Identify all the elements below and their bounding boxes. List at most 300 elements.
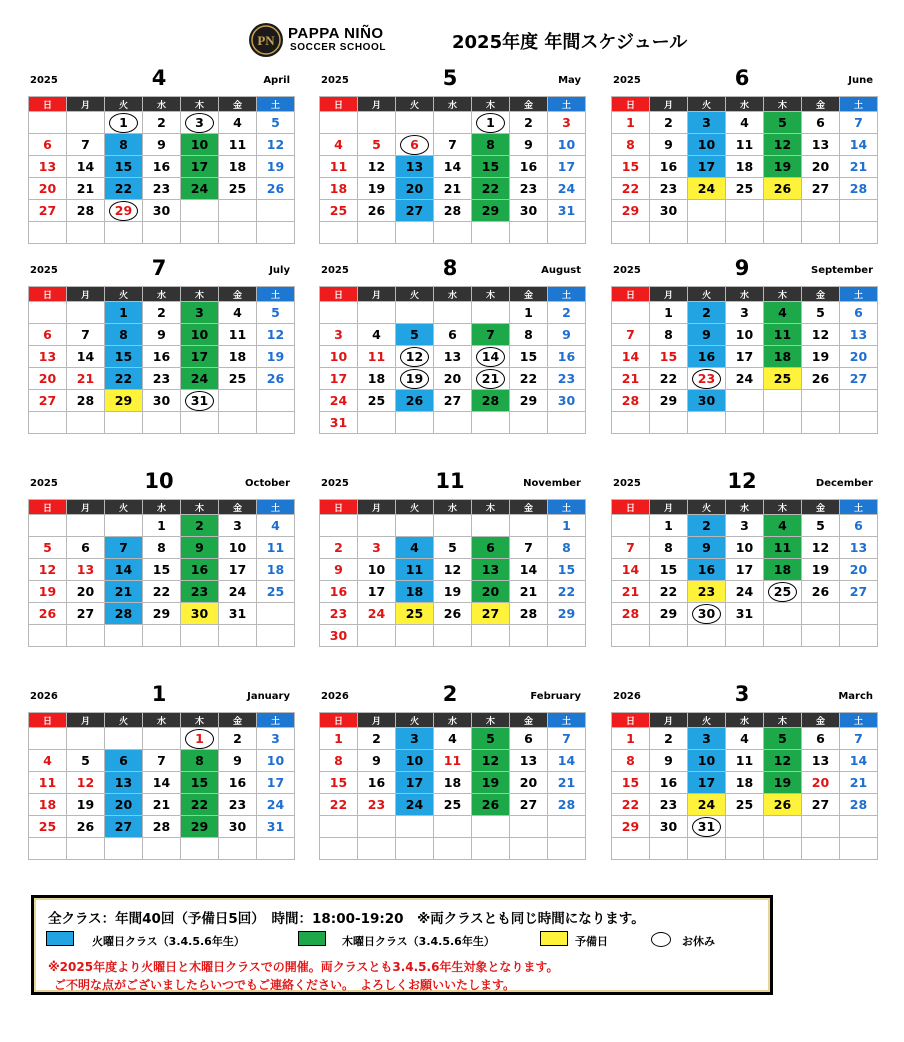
day-cell [726,581,764,603]
day-number: 27 [849,371,868,386]
day-number: 13 [849,327,868,342]
day-cell [358,537,396,559]
day-cell [726,794,764,816]
day-cell [257,559,295,581]
day-number: 4 [448,731,457,746]
day-number: 23 [697,371,716,386]
day-cell [358,794,396,816]
day-cell [802,134,840,156]
day-cell [105,537,143,559]
day-number: 29 [190,819,209,834]
day-number: 11 [735,137,754,152]
empty-cell [434,412,472,434]
month-year: 2025 [30,75,58,86]
day-number: 11 [405,562,424,577]
day-cell [688,368,726,390]
day-cell [472,750,510,772]
month-number: 1 [151,682,167,706]
empty-cell [181,625,219,647]
weekday-header: 日 [612,713,650,728]
day-number: 4 [233,115,242,130]
empty-cell [143,222,181,244]
day-number: 26 [76,819,95,834]
day-cell [510,603,548,625]
day-number: 28 [849,181,868,196]
day-number: 4 [778,518,787,533]
day-number: 11 [329,159,348,174]
day-cell [181,368,219,390]
day-cell [396,559,434,581]
empty-cell [358,112,396,134]
day-number: 25 [773,371,792,386]
month-name-en: January [247,691,290,702]
day-number: 26 [405,393,424,408]
day-cell [29,537,67,559]
month-grid [28,286,295,434]
day-off-label: お休み [682,935,715,948]
day-number: 30 [659,203,678,218]
empty-cell [688,412,726,434]
day-number: 18 [443,775,462,790]
day-number: 21 [621,584,640,599]
day-number: 13 [38,159,57,174]
day-number: 29 [114,393,133,408]
day-cell [396,178,434,200]
day-number: 7 [854,115,863,130]
day-number: 19 [266,159,285,174]
day-cell [650,816,688,838]
day-cell [688,559,726,581]
day-number: 30 [329,628,348,643]
day-cell [67,603,105,625]
day-number: 19 [38,584,57,599]
day-cell [67,750,105,772]
day-number: 11 [228,327,247,342]
day-number: 3 [195,305,204,320]
day-number: 24 [697,797,716,812]
weekday-header: 日 [29,97,67,112]
month-number: 11 [435,469,465,493]
day-cell [802,794,840,816]
empty-cell [472,838,510,860]
day-number: 15 [621,159,640,174]
day-cell [802,728,840,750]
day-cell [105,200,143,222]
empty-cell [257,390,295,412]
day-number: 25 [735,797,754,812]
day-cell [434,156,472,178]
day-number: 20 [519,775,538,790]
empty-cell [650,625,688,647]
day-cell [143,200,181,222]
day-cell [802,559,840,581]
day-number: 12 [811,540,830,555]
empty-cell [29,412,67,434]
day-cell [650,794,688,816]
day-cell [143,772,181,794]
day-number: 16 [152,159,171,174]
day-cell [257,156,295,178]
day-number: 20 [443,371,462,386]
day-cell [181,178,219,200]
weekday-header: 水 [726,713,764,728]
day-cell [688,390,726,412]
day-number: 4 [778,305,787,320]
day-cell [29,559,67,581]
day-number: 27 [38,203,57,218]
day-cell [396,794,434,816]
day-number: 19 [481,775,500,790]
day-cell [764,537,802,559]
weekday-header: 土 [548,713,586,728]
day-cell [320,772,358,794]
day-number: 18 [773,562,792,577]
day-number: 1 [119,115,128,130]
day-number: 5 [43,540,52,555]
month-name-en: March [838,691,873,702]
day-cell [257,324,295,346]
day-number: 19 [773,159,792,174]
weekday-header: 日 [320,500,358,515]
day-number: 8 [664,540,673,555]
day-cell [320,324,358,346]
month-number: 12 [727,469,757,493]
day-number: 7 [448,137,457,152]
day-number: 10 [367,562,386,577]
empty-cell [358,302,396,324]
weekday-header: 火 [105,713,143,728]
day-cell [219,302,257,324]
day-cell [143,390,181,412]
day-number: 9 [664,137,673,152]
day-number: 21 [519,584,538,599]
month-year: 2026 [30,691,58,702]
day-cell [802,346,840,368]
day-cell [802,368,840,390]
day-cell [612,581,650,603]
day-number: 2 [562,305,571,320]
empty-cell [219,222,257,244]
day-number: 31 [266,819,285,834]
day-cell [320,200,358,222]
day-cell [143,816,181,838]
empty-cell [510,625,548,647]
weekday-header: 日 [612,287,650,302]
day-cell [726,728,764,750]
empty-cell [840,603,878,625]
day-cell [181,750,219,772]
empty-cell [29,625,67,647]
day-number: 26 [811,584,830,599]
day-number: 10 [329,349,348,364]
month-number: 2 [442,682,458,706]
day-number: 14 [849,753,868,768]
day-cell [67,178,105,200]
day-number: 7 [81,137,90,152]
day-cell [105,112,143,134]
day-number: 21 [849,775,868,790]
day-cell [802,537,840,559]
day-cell [472,156,510,178]
day-number: 12 [266,327,285,342]
day-cell [650,750,688,772]
day-cell [219,156,257,178]
day-cell [726,324,764,346]
day-number: 6 [816,115,825,130]
day-number: 15 [621,775,640,790]
day-cell [548,302,586,324]
weekday-header: 火 [688,287,726,302]
day-number: 4 [43,753,52,768]
day-number: 17 [735,349,754,364]
day-cell [764,346,802,368]
day-number: 1 [486,115,495,130]
day-number: 21 [481,371,500,386]
empty-cell [257,200,295,222]
day-number: 10 [735,540,754,555]
day-cell [612,750,650,772]
day-number: 8 [486,137,495,152]
day-number: 4 [740,115,749,130]
weekday-header: 月 [650,713,688,728]
day-cell [688,112,726,134]
day-number: 10 [735,327,754,342]
day-number: 29 [621,203,640,218]
day-cell [612,200,650,222]
day-number: 16 [659,159,678,174]
day-number: 17 [190,159,209,174]
month-grid [319,712,586,860]
day-number: 23 [329,606,348,621]
day-number: 15 [329,775,348,790]
day-cell [510,324,548,346]
brand-name: PAPPA NIÑO [288,25,384,42]
empty-cell [358,515,396,537]
day-cell [320,750,358,772]
weekday-header: 火 [688,97,726,112]
day-cell [396,728,434,750]
empty-cell [320,112,358,134]
day-cell [181,772,219,794]
day-cell [548,750,586,772]
day-number: 9 [334,562,343,577]
day-cell [257,302,295,324]
month-number: 9 [734,256,750,280]
month-year: 2025 [30,265,58,276]
day-number: 3 [740,305,749,320]
day-number: 4 [233,305,242,320]
day-cell [650,178,688,200]
day-cell [802,156,840,178]
empty-cell [548,816,586,838]
empty-cell [764,412,802,434]
weekday-header: 土 [548,500,586,515]
day-cell [434,178,472,200]
day-number: 14 [76,349,95,364]
day-cell [472,134,510,156]
empty-cell [840,625,878,647]
empty-cell [434,816,472,838]
day-cell [358,728,396,750]
day-cell [726,368,764,390]
day-cell [105,390,143,412]
weekday-header: 金 [219,97,257,112]
day-cell [257,794,295,816]
day-cell [143,515,181,537]
day-cell [510,200,548,222]
day-cell [67,772,105,794]
day-number: 15 [659,562,678,577]
day-number: 27 [114,819,133,834]
day-number: 3 [702,115,711,130]
weekday-header: 月 [650,500,688,515]
empty-cell [510,222,548,244]
month-header [28,256,290,286]
day-cell [764,112,802,134]
day-number: 1 [157,518,166,533]
empty-cell [726,200,764,222]
day-number: 4 [740,731,749,746]
day-number: 15 [114,159,133,174]
day-cell [612,559,650,581]
day-cell [434,134,472,156]
day-cell [726,559,764,581]
day-number: 13 [443,349,462,364]
day-number: 29 [659,393,678,408]
day-number: 16 [152,349,171,364]
weekday-header: 土 [840,500,878,515]
month-number: 7 [151,256,167,280]
day-cell [840,794,878,816]
day-number: 3 [334,327,343,342]
day-number: 31 [697,819,716,834]
day-cell [320,625,358,647]
empty-cell [434,302,472,324]
day-number: 22 [481,181,500,196]
day-number: 28 [849,797,868,812]
weekday-header: 水 [726,500,764,515]
day-cell [434,346,472,368]
day-number: 6 [816,731,825,746]
day-cell [840,772,878,794]
day-number: 12 [773,753,792,768]
day-number: 6 [524,731,533,746]
day-cell [143,559,181,581]
empty-cell [434,222,472,244]
month-year: 2025 [613,265,641,276]
page-title: 2025年度 年間スケジュール [452,32,688,53]
day-cell [726,112,764,134]
day-number: 15 [519,349,538,364]
day-cell [181,581,219,603]
weekday-header: 土 [840,713,878,728]
empty-cell [472,625,510,647]
day-cell [472,390,510,412]
day-cell [472,581,510,603]
empty-cell [105,625,143,647]
day-cell [764,772,802,794]
day-number: 22 [114,181,133,196]
day-cell [358,390,396,412]
day-number: 2 [334,540,343,555]
day-number: 7 [119,540,128,555]
empty-cell [67,222,105,244]
day-cell [688,134,726,156]
day-number: 31 [735,606,754,621]
empty-cell [29,112,67,134]
day-number: 28 [621,606,640,621]
day-cell [29,816,67,838]
day-number: 5 [816,305,825,320]
day-number: 10 [697,137,716,152]
empty-cell [612,838,650,860]
day-cell [219,772,257,794]
day-cell [396,772,434,794]
day-cell [548,772,586,794]
weekday-header: 月 [67,97,105,112]
day-cell [650,346,688,368]
day-number: 5 [448,540,457,555]
day-cell [67,816,105,838]
day-cell [257,728,295,750]
day-number: 23 [152,371,171,386]
day-cell [840,368,878,390]
empty-cell [726,412,764,434]
day-number: 7 [626,327,635,342]
day-cell [219,515,257,537]
weekday-header: 月 [358,500,396,515]
weekday-header: 土 [257,97,295,112]
day-cell [219,134,257,156]
day-number: 9 [157,137,166,152]
empty-cell [548,222,586,244]
day-number: 5 [271,305,280,320]
day-cell [472,178,510,200]
day-number: 31 [557,203,576,218]
month-calendar [319,66,581,244]
day-number: 3 [410,731,419,746]
day-cell [396,324,434,346]
day-number: 15 [114,349,133,364]
weekday-header: 土 [257,713,295,728]
day-cell [29,772,67,794]
day-number: 8 [626,753,635,768]
day-number: 7 [81,327,90,342]
day-number: 23 [659,181,678,196]
weekday-header: 木 [764,713,802,728]
day-cell [181,816,219,838]
day-cell [396,603,434,625]
day-cell [650,324,688,346]
day-number: 27 [811,181,830,196]
month-name-en: December [815,478,873,489]
day-cell [688,302,726,324]
weekday-header: 金 [219,287,257,302]
day-number: 22 [114,371,133,386]
day-cell [320,178,358,200]
day-number: 9 [664,753,673,768]
day-number: 26 [481,797,500,812]
empty-cell [219,838,257,860]
day-cell [548,515,586,537]
day-number: 14 [557,753,576,768]
day-cell [548,794,586,816]
day-number: 17 [405,775,424,790]
day-cell [726,178,764,200]
day-cell [257,537,295,559]
day-number: 2 [664,115,673,130]
empty-cell [510,816,548,838]
